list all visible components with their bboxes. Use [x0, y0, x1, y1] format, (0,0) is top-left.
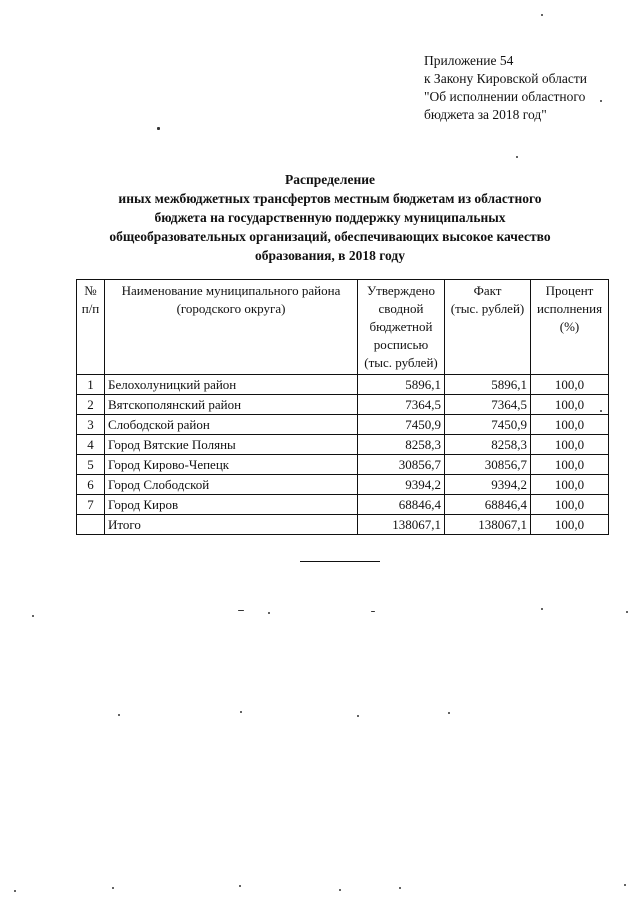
table-header-row [77, 280, 609, 375]
scan-speck [239, 885, 241, 887]
header-text: росписью [373, 337, 429, 352]
header-approved [358, 280, 445, 375]
scan-speck [600, 410, 602, 412]
scan-speck [516, 156, 518, 158]
row-name: Город Кирово-Чепецк [105, 455, 358, 475]
header-text: (тыс. рублей) [450, 301, 525, 316]
row-approved: 7450,9 [358, 415, 445, 435]
row-number: 6 [77, 475, 105, 495]
end-divider [300, 561, 380, 562]
row-percent: 100,0 [531, 375, 609, 395]
row-name: Слободской район [105, 415, 358, 435]
scan-speck [541, 14, 543, 16]
header-text: Утверждено [366, 283, 436, 298]
title-line: иных межбюджетных трансфертов местным бюджетам из областного [118, 191, 542, 206]
row-name: Вятскополянский район [105, 395, 358, 415]
row-fact: 5896,1 [445, 375, 531, 395]
table-row [77, 375, 609, 395]
row-approved: 9394,2 [358, 475, 445, 495]
row-percent: 100,0 [531, 395, 609, 415]
table-row [77, 415, 609, 435]
row-approved: 68846,4 [358, 495, 445, 515]
row-fact: 7450,9 [445, 415, 531, 435]
header-text: (городского округа) [176, 301, 286, 316]
scan-speck [118, 714, 120, 716]
header-name [105, 280, 358, 375]
header-text: Факт [473, 283, 502, 298]
row-approved: 7364,5 [358, 395, 445, 415]
scan-speck [339, 889, 341, 891]
header-num [77, 280, 105, 375]
table-total-row [77, 515, 609, 535]
scan-speck [157, 127, 160, 130]
row-name: Город Киров [105, 495, 358, 515]
header-text: № [84, 283, 97, 298]
scan-speck [32, 615, 34, 617]
distribution-table [76, 279, 609, 535]
scan-speck [371, 611, 375, 612]
scan-speck [357, 715, 359, 717]
row-name: Белохолуницкий район [105, 375, 358, 395]
scan-speck [448, 712, 450, 714]
header-text: исполнения [536, 301, 603, 316]
header-fact [445, 280, 531, 375]
header-text: (%) [559, 319, 580, 334]
scan-speck [240, 711, 242, 713]
header-text: Процент [545, 283, 594, 298]
row-fact: 7364,5 [445, 395, 531, 415]
row-percent: 100,0 [531, 455, 609, 475]
row-fact: 30856,7 [445, 455, 531, 475]
title-line: бюджета на государственную поддержку муниципальных [154, 210, 506, 225]
header-percent [531, 280, 609, 375]
table-row [77, 495, 609, 515]
title-line: образования, в 2018 году [255, 248, 405, 263]
row-percent: 100,0 [531, 495, 609, 515]
row-name: Город Слободской [105, 475, 358, 495]
table-row [77, 455, 609, 475]
appendix-line: Приложение 54 [424, 53, 514, 68]
row-number: 3 [77, 415, 105, 435]
row-approved: 8258,3 [358, 435, 445, 455]
row-approved: 30856,7 [358, 455, 445, 475]
total-percent: 100,0 [531, 515, 609, 535]
header-text: Наименование муниципального района [121, 283, 341, 298]
header-text: сводной [378, 301, 424, 316]
table-row [77, 435, 609, 455]
scan-speck [541, 608, 543, 610]
header-text: п/п [81, 301, 100, 316]
row-fact: 8258,3 [445, 435, 531, 455]
title-line: общеобразовательных организаций, обеспечивающих высокое качество [109, 229, 551, 244]
row-percent: 100,0 [531, 475, 609, 495]
appendix-line: бюджета за 2018 год" [424, 107, 547, 122]
appendix-line: "Об исполнении областного [424, 89, 586, 104]
header-text: (тыс. рублей) [364, 355, 438, 370]
scan-speck [112, 887, 114, 889]
row-percent: 100,0 [531, 435, 609, 455]
row-number: 1 [77, 375, 105, 395]
scan-speck [14, 890, 16, 892]
row-fact: 68846,4 [445, 495, 531, 515]
scan-speck [399, 887, 401, 889]
total-approved: 138067,1 [358, 515, 445, 535]
total-number [77, 515, 105, 535]
scan-speck [600, 100, 602, 102]
scan-speck [238, 610, 244, 611]
row-percent: 100,0 [531, 415, 609, 435]
document-title [70, 170, 590, 265]
row-approved: 5896,1 [358, 375, 445, 395]
title-line: Распределение [284, 172, 376, 187]
appendix-reference [424, 52, 634, 124]
total-label: Итого [105, 515, 358, 535]
scan-speck [624, 884, 626, 886]
row-fact: 9394,2 [445, 475, 531, 495]
row-number: 2 [77, 395, 105, 415]
appendix-line: к Закону Кировской области [424, 71, 588, 86]
scan-speck [626, 611, 628, 613]
table-row [77, 395, 609, 415]
table-row [77, 475, 609, 495]
row-number: 4 [77, 435, 105, 455]
row-number: 5 [77, 455, 105, 475]
header-text: бюджетной [369, 319, 433, 334]
scan-speck [268, 612, 270, 614]
total-fact: 138067,1 [445, 515, 531, 535]
row-name: Город Вятские Поляны [105, 435, 358, 455]
row-number: 7 [77, 495, 105, 515]
